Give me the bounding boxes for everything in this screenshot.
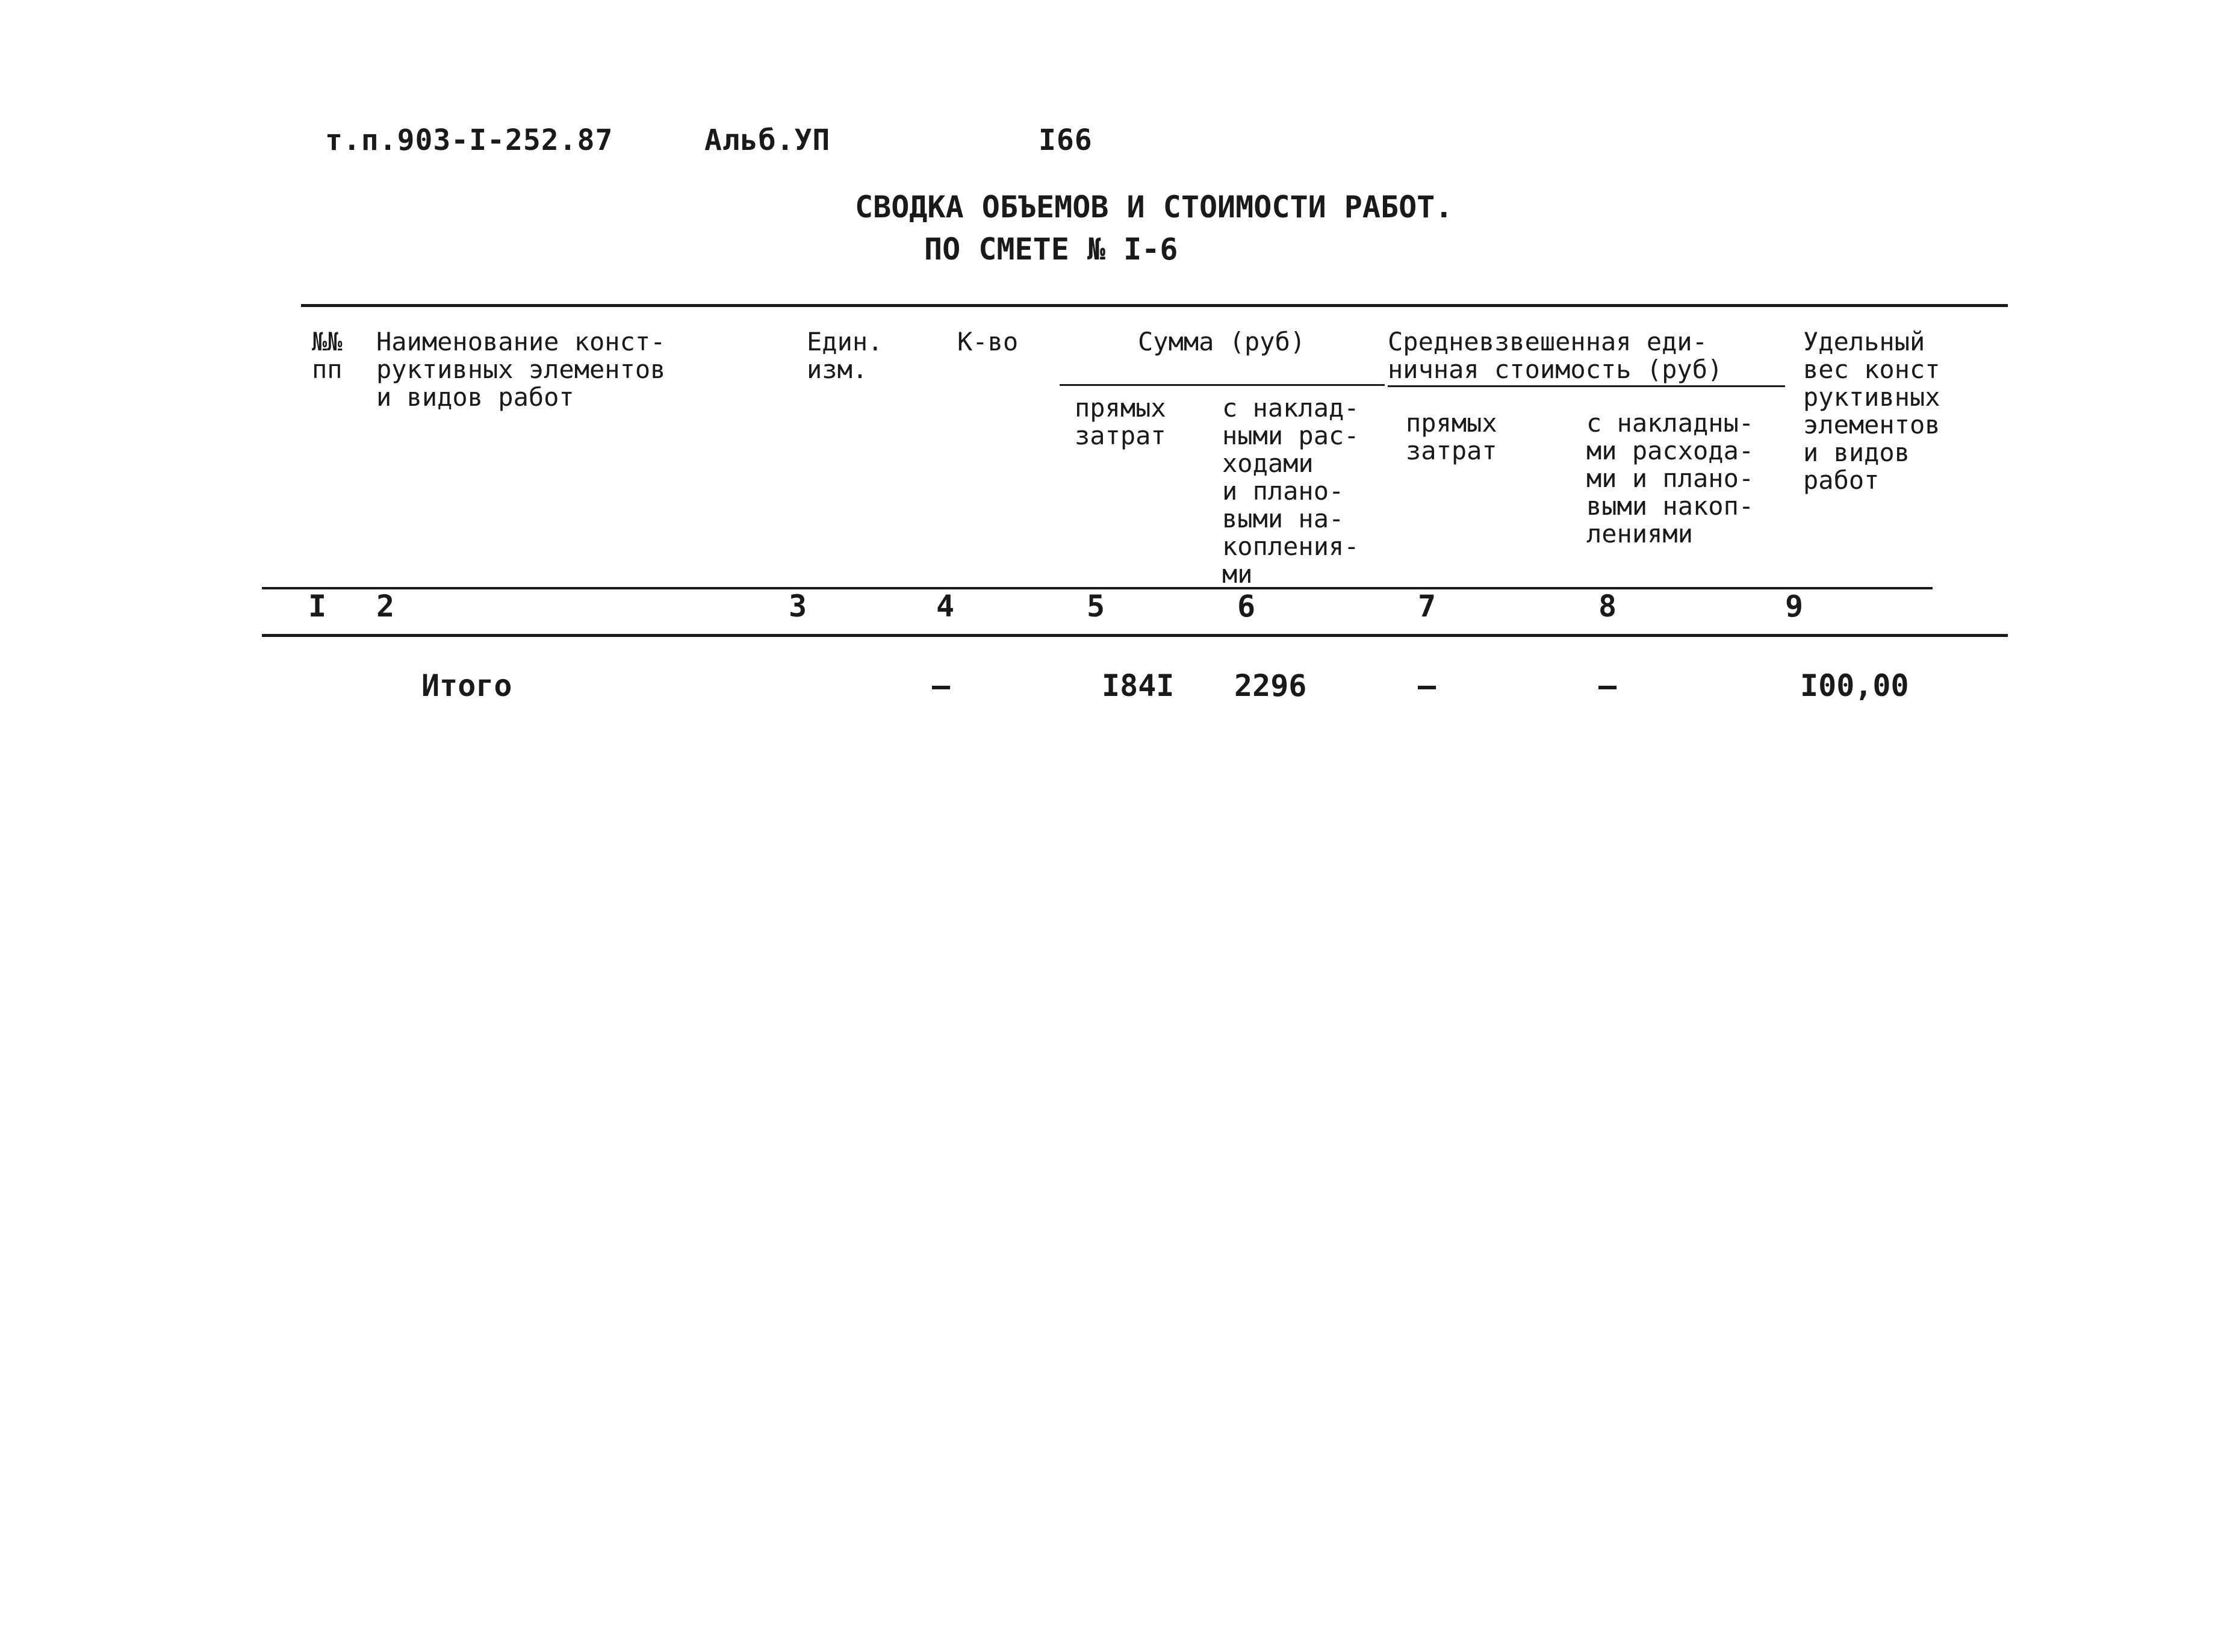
total-sum-direct: I84I — [1102, 668, 1175, 703]
page-number: I66 — [1039, 123, 1093, 157]
column-number-3: 3 — [789, 589, 807, 624]
header-sum-direct: прямых затрат — [1075, 393, 1166, 450]
avg-group-rule — [1388, 385, 1785, 387]
column-number-9: 9 — [1785, 589, 1804, 624]
column-number-2: 2 — [376, 589, 395, 624]
document-subtitle: ПО СМЕТЕ № I-6 — [924, 232, 1178, 267]
header-quantity: К-во — [957, 327, 1019, 356]
total-sum-overhead: 2296 — [1234, 668, 1307, 703]
album-label: Альб.УП — [704, 123, 831, 157]
total-average-overhead: – — [1598, 668, 1617, 703]
header-sum-overhead: с наклад- ными рас- ходами и плано- выми на- копления- ми — [1222, 393, 1359, 589]
column-number-8: 8 — [1598, 589, 1617, 624]
total-share-weight: I00,00 — [1800, 668, 1909, 703]
column-number-7: 7 — [1418, 589, 1436, 624]
document-code: т.п.903-I-252.87 — [325, 123, 613, 157]
header-average-direct: прямых затрат — [1406, 408, 1497, 465]
total-label: Итого — [421, 668, 512, 703]
header-average-overhead: с накладны- ми расхода- ми и плано- выми накоп- лениями — [1586, 408, 1754, 548]
header-element-name: Наименование конст- руктивных элементов и видов работ — [376, 327, 666, 412]
document-title: СВОДКА ОБЪЕМОВ И СТОИМОСТИ РАБОТ. — [855, 190, 1453, 225]
header-average-group: Средневзвешенная еди- ничная стоимость (руб) — [1388, 327, 1723, 384]
table-top-rule — [301, 304, 2008, 307]
total-average-direct: – — [1418, 668, 1436, 703]
sum-group-rule — [1060, 384, 1385, 386]
column-number-5: 5 — [1087, 589, 1105, 624]
number-row-bottom-rule — [262, 634, 2008, 637]
header-row-number: №№ пп — [312, 327, 343, 384]
total-quantity: – — [932, 668, 951, 703]
header-share-weight: Удельный вес конст руктивных элементов и видов работ — [1803, 327, 1940, 495]
column-number-4: 4 — [936, 589, 955, 624]
column-number-6: 6 — [1237, 589, 1256, 624]
header-sum-group: Сумма (руб) — [1138, 327, 1306, 356]
column-number-1: I — [308, 589, 327, 624]
header-unit: Един. изм. — [807, 327, 883, 384]
